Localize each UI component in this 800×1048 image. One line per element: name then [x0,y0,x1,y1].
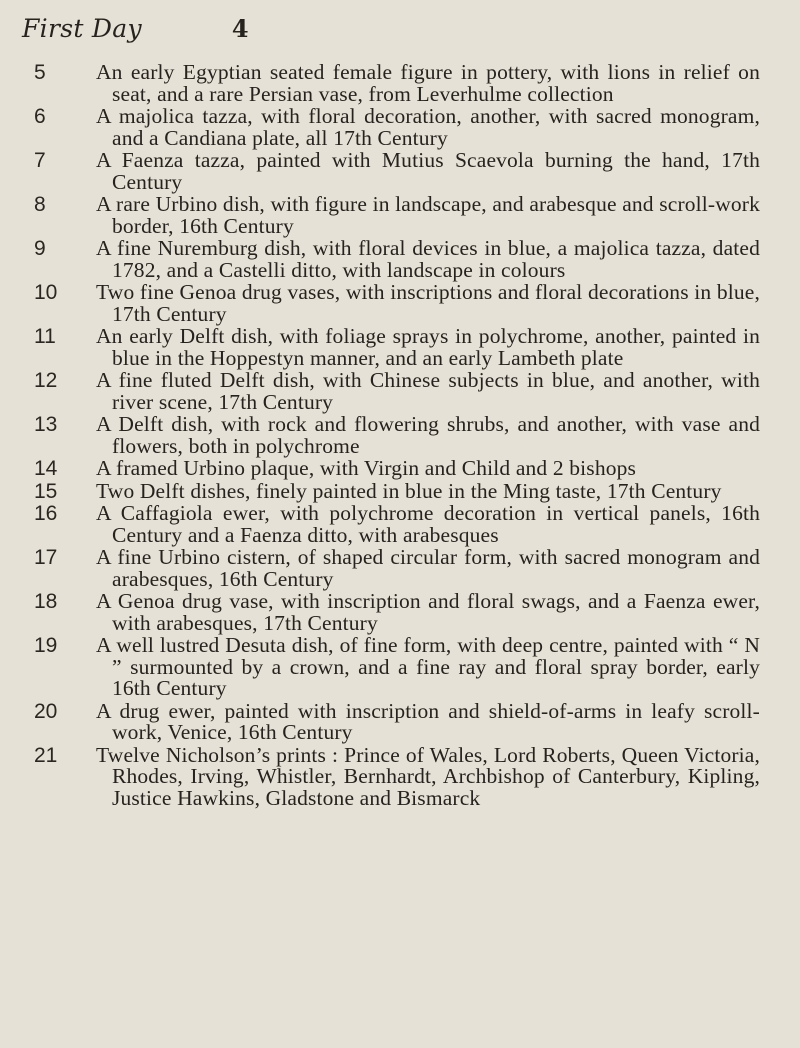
lot-entry [22,698,760,744]
lot-entry [22,106,760,149]
lot-entry [22,194,760,237]
lot-entry [22,370,760,413]
lot-description: Two fine Genoa drug vases, with inscriptions and floral decorations in blue, 17th Century [96,280,760,326]
lot-entry [22,478,760,503]
lot-description: A framed Urbino plaque, with Virgin and Child and 2 bishops [96,456,637,480]
lot-number: 10 [34,281,58,304]
lot-number: 18 [34,590,58,613]
lot-number: 11 [34,325,56,348]
lot-number: 12 [34,369,58,392]
lot-number: 17 [34,546,58,569]
lot-entry [22,547,760,590]
lot-entry [22,62,760,105]
page-number: 4 [231,14,249,43]
lot-description: A Genoa drug vase, with inscription and floral swags, and a Faenza ewer, with arabesques, 17th Century [96,589,760,635]
lot-description: A fine Urbino cistern, of shaped circular form, with sacred monogram and arabesques, 16th Century [96,545,760,591]
lot-description: A Delft dish, with rock and flowering shrubs, and another, with vase and flowers, both in polychrome [96,412,760,458]
lot-entry [22,326,760,369]
lot-number: 19 [34,634,58,657]
page-title: First Day [22,14,142,43]
lot-entry [22,591,760,634]
lot-entry [22,282,760,325]
lot-number: 6 [34,105,46,128]
lot-description: Twelve Nicholson’s prints : Prince of Wales, Lord Roberts, Queen Victoria, Rhodes, Irving, Whistler, Bernhardt, Archbishop of Canterbury, Kipling, Justice Hawkins, Gladstone and Bismarck [96,742,760,810]
lot-entry [22,238,760,281]
lot-description: A fine Nuremburg dish, with floral devices in blue, a majolica tazza, dated 1782, and a Castelli ditto, with landscape in colours [96,236,760,282]
lot-entry [22,742,760,810]
lot-number: 7 [34,149,46,172]
lot-entry [22,458,760,480]
lot-number: 21 [34,743,58,767]
lot-number: 9 [34,237,46,260]
lot-number: 5 [34,61,46,84]
lot-description: A well lustred Desuta dish, of fine form, with deep centre, painted with “ N ” surmounted by a crown, and a fine ray and floral spray border, early 16th Century [96,633,760,700]
lot-number: 13 [34,413,58,436]
lot-entry [22,414,760,457]
lot-description: A Caffagiola ewer, with polychrome decoration in vertical panels, 16th Century and a Faenza ditto, with arabesques [96,501,760,547]
lot-description: An early Egyptian seated female figure in pottery, with lions in relief on seat, and a rare Persian vase, from Leverhulme collection [96,60,760,106]
page-header [22,14,760,52]
lot-description: A rare Urbino dish, with figure in landscape, and arabesque and scroll-work border, 16th Century [96,192,760,238]
lot-description: A Faenza tazza, painted with Mutius Scaevola burning the hand, 17th Century [96,148,760,194]
lot-list [22,62,760,809]
lot-entry [22,503,760,546]
lot-description: A fine fluted Delft dish, with Chinese subjects in blue, and another, with river scene, 17th Century [96,368,760,414]
lot-number: 16 [34,502,58,525]
lot-description: A drug ewer, painted with inscription and shield-of-arms in leafy scroll-work, Venice, 16th Century [96,698,760,744]
lot-entry [22,150,760,193]
lot-description: A majolica tazza, with floral decoration, another, with sacred monogram, and a Candiana plate, all 17th Century [96,104,760,150]
lot-number: 20 [34,699,58,723]
lot-entry [22,635,760,700]
lot-number: 15 [34,479,58,503]
lot-description: Two Delft dishes, finely painted in blue in the Ming taste, 17th Century [96,478,722,503]
lot-description: An early Delft dish, with foliage sprays in polychrome, another, painted in blue in the Hoppestyn manner, and an early Lambeth plate [96,324,760,370]
lot-number: 14 [34,457,58,480]
lot-number: 8 [34,193,46,216]
